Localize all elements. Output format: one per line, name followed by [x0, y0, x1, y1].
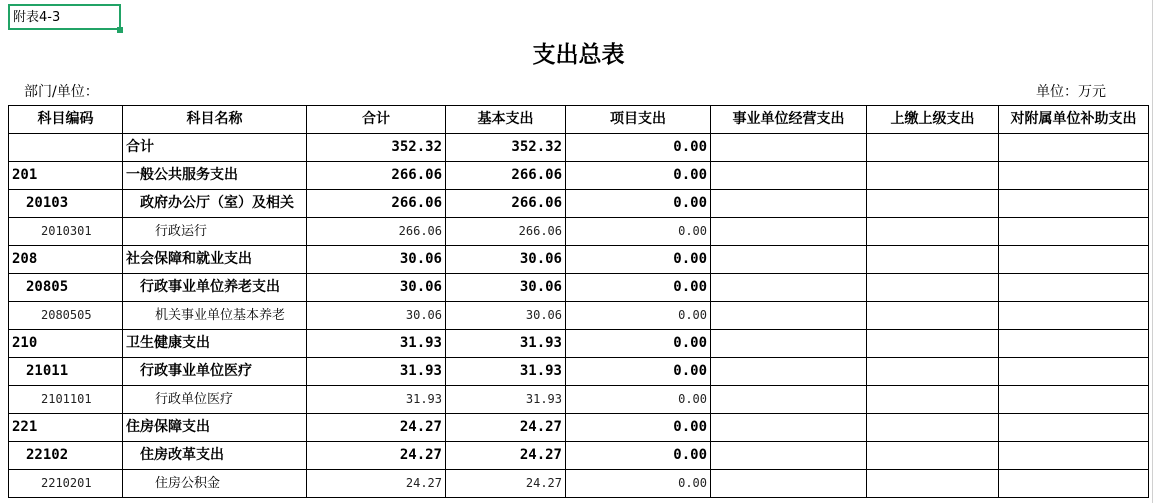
cell-business[interactable] [711, 470, 867, 498]
cell-business[interactable] [711, 330, 867, 358]
cell-total[interactable]: 30.06 [307, 302, 446, 330]
cell-remit[interactable] [867, 330, 999, 358]
header-cell-basic[interactable]: 基本支出 [446, 106, 566, 134]
cell-business[interactable] [711, 190, 867, 218]
cell-subsidy[interactable] [999, 246, 1149, 274]
cell-basic[interactable]: 352.32 [446, 134, 566, 162]
cell-basic[interactable]: 30.06 [446, 274, 566, 302]
cell-total[interactable]: 266.06 [307, 190, 446, 218]
cell-name[interactable]: 行政单位医疗 [123, 386, 307, 414]
cell-project[interactable]: 0.00 [566, 218, 711, 246]
cell-basic[interactable]: 30.06 [446, 302, 566, 330]
header-cell-name[interactable]: 科目名称 [123, 106, 307, 134]
table-row [9, 330, 1149, 358]
cell-code[interactable]: 2080505 [9, 302, 123, 330]
cell-remit[interactable] [867, 190, 999, 218]
cell-basic[interactable]: 31.93 [446, 358, 566, 386]
cell-project[interactable]: 0.00 [566, 470, 711, 498]
cell-code[interactable]: 20103 [9, 190, 123, 218]
cell-subsidy[interactable] [999, 358, 1149, 386]
unit-label: 单位：万元 [1036, 84, 1106, 100]
cell-name[interactable]: 行政事业单位医疗 [123, 358, 307, 386]
cell-name[interactable]: 社会保障和就业支出 [123, 246, 307, 274]
cell-remit[interactable] [867, 274, 999, 302]
cell-business[interactable] [711, 442, 867, 470]
cell-subsidy[interactable] [999, 414, 1149, 442]
cell-remit[interactable] [867, 246, 999, 274]
cell-remit[interactable] [867, 470, 999, 498]
cell-subsidy[interactable] [999, 470, 1149, 498]
header-cell-subsidy[interactable]: 对附属单位补助支出 [999, 106, 1149, 134]
header-cell-total[interactable]: 合计 [307, 106, 446, 134]
cell-code[interactable]: 22102 [9, 442, 123, 470]
cell-project[interactable]: 0.00 [566, 162, 711, 190]
cell-project[interactable]: 0.00 [566, 134, 711, 162]
cell-remit[interactable] [867, 386, 999, 414]
cell-basic[interactable]: 24.27 [446, 470, 566, 498]
table-row [9, 162, 1149, 190]
cell-code[interactable]: 21011 [9, 358, 123, 386]
cell-basic[interactable]: 31.93 [446, 330, 566, 358]
cell-project[interactable]: 0.00 [566, 386, 711, 414]
cell-business[interactable] [711, 218, 867, 246]
table-row [9, 190, 1149, 218]
cell-total[interactable]: 31.93 [307, 330, 446, 358]
cell-remit[interactable] [867, 414, 999, 442]
cell-subsidy[interactable] [999, 134, 1149, 162]
cell-code[interactable]: 2210201 [9, 470, 123, 498]
sheet-title: 支出总表 [532, 42, 625, 68]
cell-project[interactable]: 0.00 [566, 246, 711, 274]
table-row [9, 302, 1149, 330]
cell-name[interactable]: 住房保障支出 [123, 414, 307, 442]
cell-basic[interactable]: 30.06 [446, 246, 566, 274]
cell-business[interactable] [711, 162, 867, 190]
expenditure-table [8, 105, 1149, 498]
table-row [9, 442, 1149, 470]
cell-business[interactable] [711, 246, 867, 274]
cell-basic[interactable]: 31.93 [446, 386, 566, 414]
cell-project[interactable]: 0.00 [566, 330, 711, 358]
cell-code[interactable] [9, 134, 123, 162]
cell-subsidy[interactable] [999, 274, 1149, 302]
cell-total[interactable]: 30.06 [307, 274, 446, 302]
cell-project[interactable]: 0.00 [566, 302, 711, 330]
cell-total[interactable]: 31.93 [307, 358, 446, 386]
table-row [9, 358, 1149, 386]
cell-business[interactable] [711, 386, 867, 414]
cell-code[interactable]: 2101101 [9, 386, 123, 414]
cell-remit[interactable] [867, 134, 999, 162]
cell-code[interactable]: 208 [9, 246, 123, 274]
cell-business[interactable] [711, 274, 867, 302]
cell-name[interactable]: 一般公共服务支出 [123, 162, 307, 190]
cell-name[interactable]: 行政事业单位养老支出 [123, 274, 307, 302]
cell-remit[interactable] [867, 358, 999, 386]
cell-subsidy[interactable] [999, 330, 1149, 358]
cell-name[interactable]: 住房公积金 [123, 470, 307, 498]
header-row [9, 106, 1149, 134]
sheet-right-edge [1152, 0, 1153, 503]
cell-name[interactable]: 合计 [123, 134, 307, 162]
cell-subsidy[interactable] [999, 190, 1149, 218]
cell-basic[interactable]: 24.27 [446, 442, 566, 470]
cell-total[interactable]: 31.93 [307, 386, 446, 414]
cell-remit[interactable] [867, 442, 999, 470]
table-row [9, 218, 1149, 246]
cell-project[interactable]: 0.00 [566, 190, 711, 218]
cell-business[interactable] [711, 302, 867, 330]
cell-total[interactable]: 266.06 [307, 218, 446, 246]
header-cell-project[interactable]: 项目支出 [566, 106, 711, 134]
header-cell-remit[interactable]: 上缴上级支出 [867, 106, 999, 134]
table-row [9, 386, 1149, 414]
fill-handle[interactable] [117, 27, 123, 33]
cell-code[interactable]: 20805 [9, 274, 123, 302]
corner-label: 附表4-3 [13, 10, 61, 25]
cell-subsidy[interactable] [999, 442, 1149, 470]
cell-name[interactable]: 行政运行 [123, 218, 307, 246]
cell-subsidy[interactable] [999, 386, 1149, 414]
cell-code[interactable]: 221 [9, 414, 123, 442]
cell-remit[interactable] [867, 302, 999, 330]
cell-basic[interactable]: 266.06 [446, 190, 566, 218]
cell-basic[interactable]: 266.06 [446, 218, 566, 246]
cell-business[interactable] [711, 358, 867, 386]
table-row [9, 134, 1149, 162]
cell-basic[interactable]: 266.06 [446, 162, 566, 190]
cell-business[interactable] [711, 414, 867, 442]
table-row [9, 274, 1149, 302]
cell-business[interactable] [711, 134, 867, 162]
cell-name[interactable]: 卫生健康支出 [123, 330, 307, 358]
cell-name[interactable]: 住房改革支出 [123, 442, 307, 470]
cell-remit[interactable] [867, 218, 999, 246]
cell-total[interactable]: 24.27 [307, 414, 446, 442]
cell-total[interactable]: 24.27 [307, 442, 446, 470]
cell-project[interactable]: 0.00 [566, 414, 711, 442]
selected-cell-a1[interactable] [8, 4, 121, 30]
cell-code[interactable]: 210 [9, 330, 123, 358]
cell-subsidy[interactable] [999, 162, 1149, 190]
cell-total[interactable]: 266.06 [307, 162, 446, 190]
cell-name[interactable]: 机关事业单位基本养老 [123, 302, 307, 330]
cell-basic[interactable]: 24.27 [446, 414, 566, 442]
cell-project[interactable]: 0.00 [566, 274, 711, 302]
dept-label: 部门/单位： [24, 84, 99, 100]
header-cell-code[interactable]: 科目编码 [9, 106, 123, 134]
table-row [9, 246, 1149, 274]
cell-remit[interactable] [867, 162, 999, 190]
table-row [9, 414, 1149, 442]
cell-project[interactable]: 0.00 [566, 442, 711, 470]
header-cell-business[interactable]: 事业单位经营支出 [711, 106, 867, 134]
cell-total[interactable]: 24.27 [307, 470, 446, 498]
cell-code[interactable]: 2010301 [9, 218, 123, 246]
cell-subsidy[interactable] [999, 218, 1149, 246]
cell-total[interactable]: 30.06 [307, 246, 446, 274]
cell-code[interactable]: 201 [9, 162, 123, 190]
cell-project[interactable]: 0.00 [566, 358, 711, 386]
cell-total[interactable]: 352.32 [307, 134, 446, 162]
table-row [9, 470, 1149, 498]
cell-name[interactable]: 政府办公厅（室）及相关 [123, 190, 307, 218]
cell-subsidy[interactable] [999, 302, 1149, 330]
